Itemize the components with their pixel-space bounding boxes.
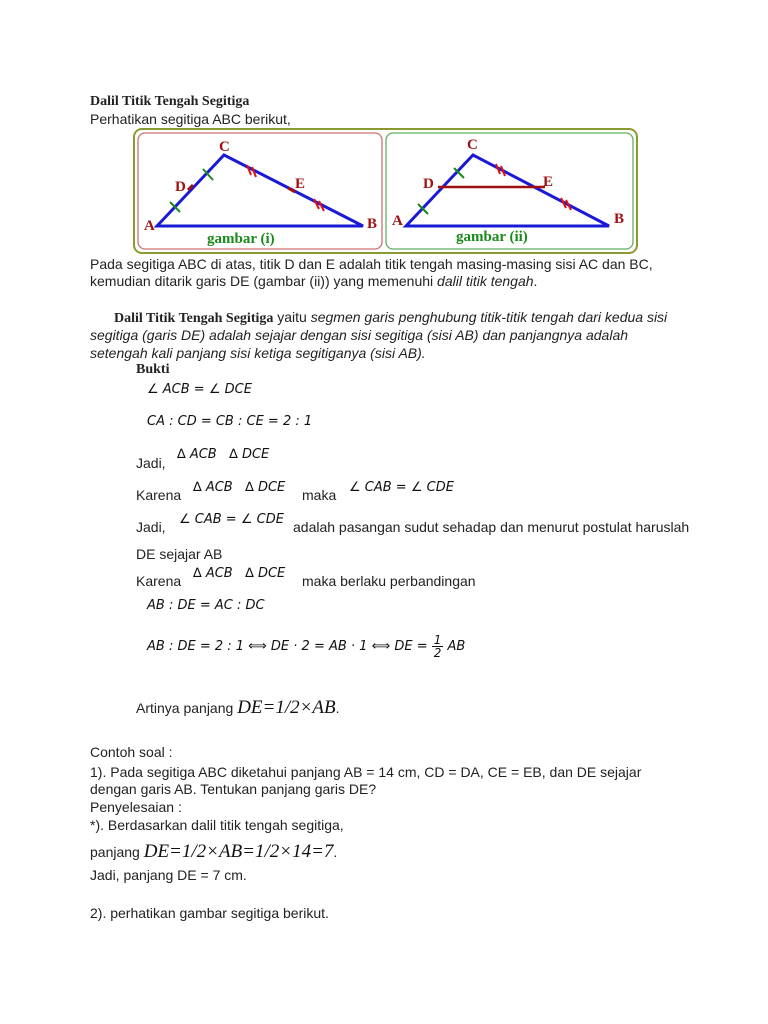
label-e-right: E (543, 174, 554, 190)
label-a-right: A (392, 213, 403, 229)
equation: ∠ CAB = ∠ CDE (179, 512, 284, 527)
example-heading: Contoh soal : (90, 744, 173, 760)
caption-left: gambar (i) (207, 231, 275, 247)
equation: ∠ ACB = ∠ DCE (147, 382, 252, 397)
equation: CA : CD = CB : CE = 2 : 1 (147, 414, 313, 429)
fraction-denominator: 2 (433, 646, 442, 660)
example-text: Penyelesaian : (90, 799, 182, 815)
equation: DE=1/2×AB (237, 697, 336, 718)
label-c-right: C (467, 137, 478, 153)
artinya-end: . (335, 700, 340, 716)
paragraph-line (90, 273, 537, 289)
proof-label: Karena (136, 487, 182, 503)
equation-part: AB : DE = 2 : 1 ⟺ DE · 2 = AB · 1 ⟺ DE = (147, 639, 428, 654)
definition-connector: yaitu (273, 309, 311, 325)
definition-line: setengah kali panjang sisi ketiga segitiganya (sisi AB). (90, 345, 426, 361)
caption-right: gambar (ii) (456, 229, 528, 245)
proof-label: Jadi, (136, 519, 166, 535)
paragraph-line: Pada segitiga ABC di atas, titik D dan E adalah titik tengah masing-masing sisi AC dan BC, (90, 256, 653, 272)
label-b-right: B (614, 211, 625, 227)
proof-text: maka berlaku perbandingan (302, 573, 476, 589)
equation: DE=1/2×AB=1/2×14=7 (143, 841, 334, 862)
step-label: panjang (90, 844, 140, 860)
page-title: Dalil Titik Tengah Segitiga (90, 94, 250, 109)
label-a-left: A (144, 218, 155, 234)
proof-text: DE sejajar AB (136, 546, 223, 562)
label-d-right: D (423, 176, 434, 192)
intro-text: Perhatikan segitiga ABC berikut, (90, 111, 291, 127)
example-text: 2). perhatikan gambar segitiga berikut. (90, 905, 329, 921)
artinya-line (136, 697, 340, 719)
fraction (432, 634, 444, 659)
proof-label: Jadi, (136, 455, 166, 471)
example-step (90, 841, 337, 863)
step-end: . (333, 844, 338, 860)
label-c-left: C (219, 139, 230, 155)
proof-heading: Bukti (136, 362, 170, 377)
paragraph-emphasis: dalil titik tengah (437, 273, 534, 289)
equation: AB : DE = AC : DC (147, 598, 265, 613)
proof-label: maka (302, 487, 337, 503)
fraction-numerator: 1 (433, 633, 442, 647)
triangle-figure (133, 128, 638, 254)
proof-label: Karena (136, 573, 182, 589)
definition-line (114, 309, 667, 327)
equation: ∆ ACB ∆ DCE (193, 566, 286, 581)
equation (147, 632, 465, 662)
example-text: dengan garis AB. Tentukan panjang garis DE? (90, 781, 377, 797)
definition-line: segitiga (garis DE) adalah sejajar dengan sisi segitiga (sisi AB) dan panjangnya adalah (90, 327, 629, 343)
equation-part: AB (447, 639, 466, 654)
definition-term: Dalil Titik Tengah Segitiga (114, 311, 274, 326)
example-text: Jadi, panjang DE = 7 cm. (90, 867, 247, 883)
equation: ∆ ACB ∆ DCE (177, 447, 270, 462)
label-d-left: D (175, 179, 186, 195)
equation: ∆ ACB ∆ DCE (193, 480, 286, 495)
paragraph-end: . (533, 273, 538, 289)
proof-text: adalah pasangan sudut sehadap dan menurut postulat haruslah (293, 519, 690, 535)
artinya-label: Artinya panjang (136, 700, 234, 716)
equation: ∠ CAB = ∠ CDE (349, 480, 454, 495)
definition-text: segmen garis penghubung titik-titik tengah dari kedua sisi (310, 309, 668, 325)
paragraph-text: kemudian ditarik garis DE (gambar (ii)) yang memenuhi (90, 273, 434, 289)
label-b-left: B (367, 216, 378, 232)
label-e-left: E (295, 176, 306, 192)
example-text: 1). Pada segitiga ABC diketahui panjang AB = 14 cm, CD = DA, CE = EB, dan DE sejajar (90, 764, 642, 780)
example-text: *). Berdasarkan dalil titik tengah segitiga, (90, 817, 344, 833)
